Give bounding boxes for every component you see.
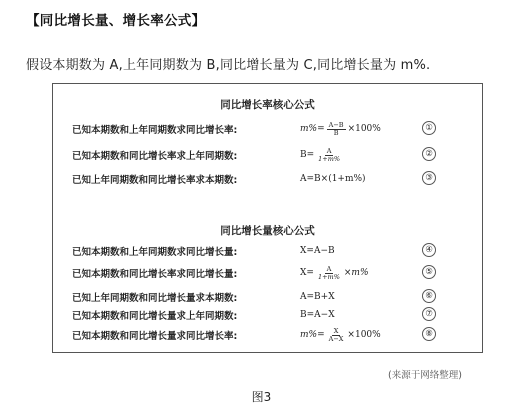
formula-row-8: [72, 326, 472, 344]
formula-number: ②: [422, 147, 436, 161]
formula-number: ⑧: [422, 327, 436, 341]
formula-expression: B= $\frac{A}{1+m\%}$: [300, 146, 341, 163]
formula-number: ⑥: [422, 289, 436, 303]
formula-label: 已知本期数和同比增长量求同比增长率:: [72, 331, 238, 342]
formula-number: ③: [422, 171, 436, 185]
formula-label: 已知上年同期数和同比增长率求本期数:: [72, 175, 238, 186]
formula-row-6: [72, 288, 472, 306]
formula-expression: m%= $\frac{X}{A-X}$ ×100%: [300, 326, 381, 343]
source-note: (来源于网络整理): [388, 370, 462, 381]
formula-expression: X= $\frac{A}{1+m\%}$ ×m%: [300, 264, 369, 281]
formula-expression: B=A−X: [300, 310, 335, 320]
amount-section-title: 同比增长量核心公式: [220, 225, 315, 237]
formula-expression: A=B+X: [300, 292, 335, 302]
formula-number: ⑦: [422, 307, 436, 321]
formula-number: ①: [422, 121, 436, 135]
formula-number: ④: [422, 243, 436, 257]
formula-label: 已知本期数和同比增长率求上年同期数:: [72, 151, 238, 162]
formula-row-1: [72, 120, 472, 138]
figure-caption: 图3: [251, 390, 272, 404]
formula-row-3: [72, 170, 472, 188]
formula-label: 已知上年同期数和同比增长量求本期数:: [72, 293, 238, 304]
formula-row-7: [72, 306, 472, 324]
formula-number: ⑤: [422, 265, 436, 279]
formula-expression: X=A−B: [300, 246, 335, 256]
formula-label: 已知本期数和同比增长量求上年同期数:: [72, 311, 238, 322]
formula-expression: m%= $\frac{A-B}{B}$ ×100%: [300, 120, 381, 137]
rate-section-title: 同比增长率核心公式: [220, 99, 315, 111]
formula-row-5: [72, 264, 472, 282]
formula-row-4: [72, 242, 472, 260]
formula-label: 已知本期数和上年同期数求同比增长量:: [72, 247, 238, 258]
formula-table: [52, 83, 483, 353]
intro-text: 假设本期数为 A,上年同期数为 B,同比增长量为 C,同比增长量为 m%.: [26, 58, 431, 73]
section-heading: 【同比增长量、增长率公式】: [26, 13, 206, 29]
formula-row-2: [72, 146, 472, 164]
formula-label: 已知本期数和同比增长率求同比增长量:: [72, 269, 238, 280]
formula-label: 已知本期数和上年同期数求同比增长率:: [72, 125, 238, 136]
formula-expression: A=B×(1+m%): [300, 174, 366, 184]
